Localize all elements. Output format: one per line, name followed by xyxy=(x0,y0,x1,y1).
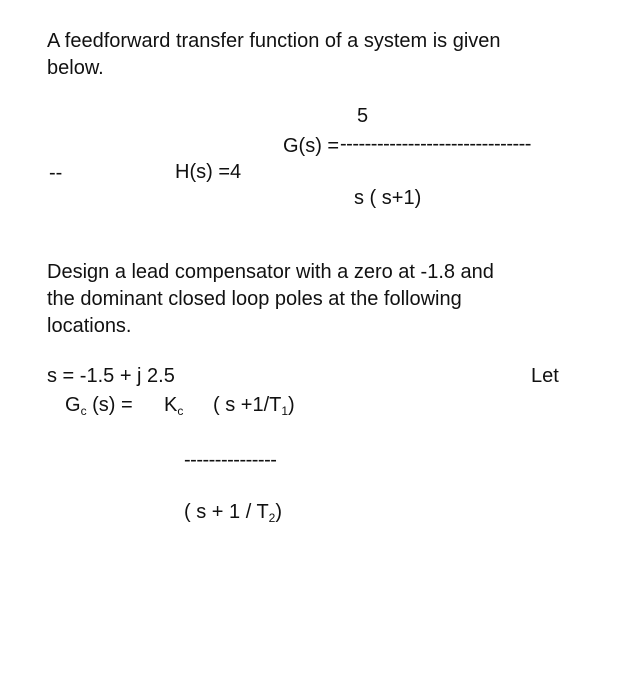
gain-k: K xyxy=(164,394,178,416)
compensator-g-subscript: c xyxy=(80,404,87,418)
numerator-prefix: ( s +1/T xyxy=(213,394,282,416)
feedback-marker: -- xyxy=(49,162,63,184)
numerator-subscript: 1 xyxy=(281,404,289,418)
plant-numerator: 5 xyxy=(357,105,369,127)
task-line-1: Design a lead compensator with a zero at -1.8 and xyxy=(47,261,494,283)
plant-fraction-bar: ------------------------------- xyxy=(340,133,531,155)
compensator-g: G xyxy=(65,394,81,416)
let-label: Let xyxy=(531,365,559,387)
compensator-fraction-bar: --------------- xyxy=(184,449,277,471)
compensator-gain xyxy=(164,394,184,418)
plant-label: G(s) = xyxy=(283,135,340,157)
numerator-suffix: ) xyxy=(288,394,295,416)
feedback-label: H(s) =4 xyxy=(175,161,242,183)
compensator-numerator xyxy=(213,394,295,418)
compensator-g-rest: (s) = xyxy=(86,394,133,416)
plant-denominator: s ( s+1) xyxy=(354,187,422,209)
task-line-3: locations. xyxy=(47,315,132,337)
compensator-label xyxy=(65,394,133,418)
task-line-2: the dominant closed loop poles at the following xyxy=(47,288,462,310)
task-paragraph xyxy=(47,259,494,340)
denominator-prefix: ( s + 1 / T xyxy=(184,501,269,523)
intro-line-2: below. xyxy=(47,57,104,79)
denominator-subscript: 2 xyxy=(268,511,276,525)
gain-k-subscript: c xyxy=(177,404,184,418)
intro-paragraph xyxy=(47,28,501,82)
denominator-suffix: ) xyxy=(275,501,283,523)
pole-location: s = -1.5 + j 2.5 xyxy=(47,365,175,387)
compensator-denominator xyxy=(184,501,283,525)
intro-line-1: A feedforward transfer function of a system is given xyxy=(47,30,501,52)
